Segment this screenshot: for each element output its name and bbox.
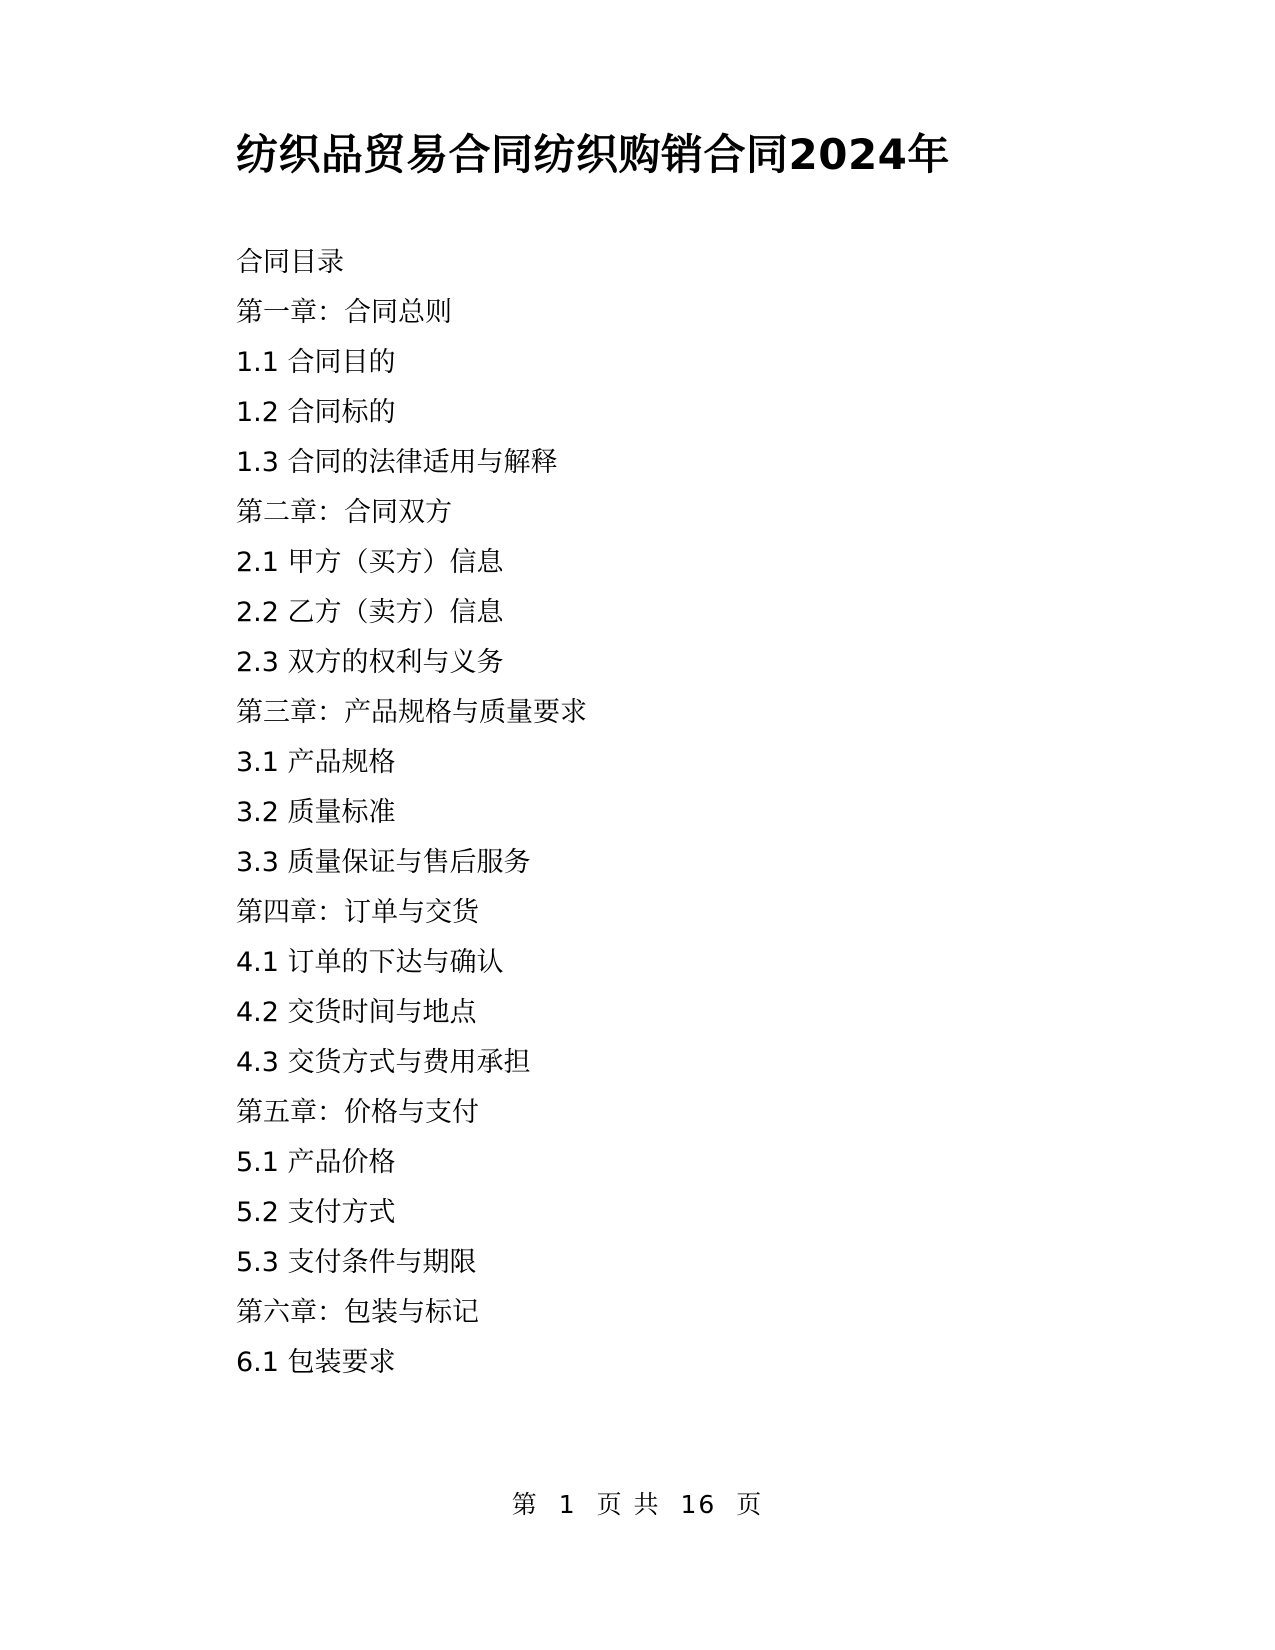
toc-entry: 第四章：订单与交货	[236, 897, 479, 929]
toc-entry: 4.3 交货方式与费用承担	[236, 1047, 531, 1079]
toc-entry: 3.3 质量保证与售后服务	[236, 847, 531, 879]
toc-entry: 6.1 包装要求	[236, 1347, 396, 1379]
toc-entry: 2.2 乙方（卖方）信息	[236, 597, 504, 629]
toc-entry: 第一章：合同总则	[236, 297, 452, 329]
document-content	[236, 0, 1066, 1388]
toc-entry: 2.3 双方的权利与义务	[236, 647, 504, 679]
toc-heading: 合同目录	[236, 247, 344, 279]
toc-entry: 3.1 产品规格	[236, 747, 396, 779]
toc-entry: 4.2 交货时间与地点	[236, 997, 477, 1029]
toc-entry: 1.3 合同的法律适用与解释	[236, 447, 558, 479]
toc-entry: 4.1 订单的下达与确认	[236, 947, 504, 979]
footer-total-pages: 16	[680, 1490, 717, 1519]
toc-entry: 第五章：价格与支付	[236, 1097, 479, 1129]
toc-entry: 第六章：包装与标记	[236, 1297, 479, 1329]
toc-entry: 5.3 支付条件与期限	[236, 1247, 477, 1279]
page-title: 纺织品贸易合同纺织购销合同2024年	[236, 130, 950, 179]
footer-middle: 页 共	[596, 1490, 661, 1519]
toc-entry: 1.1 合同目的	[236, 347, 396, 379]
toc-entry: 5.2 支付方式	[236, 1197, 396, 1229]
page-footer	[0, 1485, 1275, 1521]
footer-suffix: 页	[736, 1490, 764, 1519]
toc-entry: 5.1 产品价格	[236, 1147, 396, 1179]
table-of-contents	[236, 238, 1066, 1388]
toc-entry: 1.2 合同标的	[236, 397, 396, 429]
toc-entry: 3.2 质量标准	[236, 797, 396, 829]
toc-entry: 2.1 甲方（买方）信息	[236, 547, 504, 579]
toc-entry: 第二章：合同双方	[236, 497, 452, 529]
toc-entry: 第三章：产品规格与质量要求	[236, 697, 587, 729]
footer-prefix: 第	[511, 1490, 539, 1519]
footer-current-page: 1	[558, 1490, 577, 1519]
